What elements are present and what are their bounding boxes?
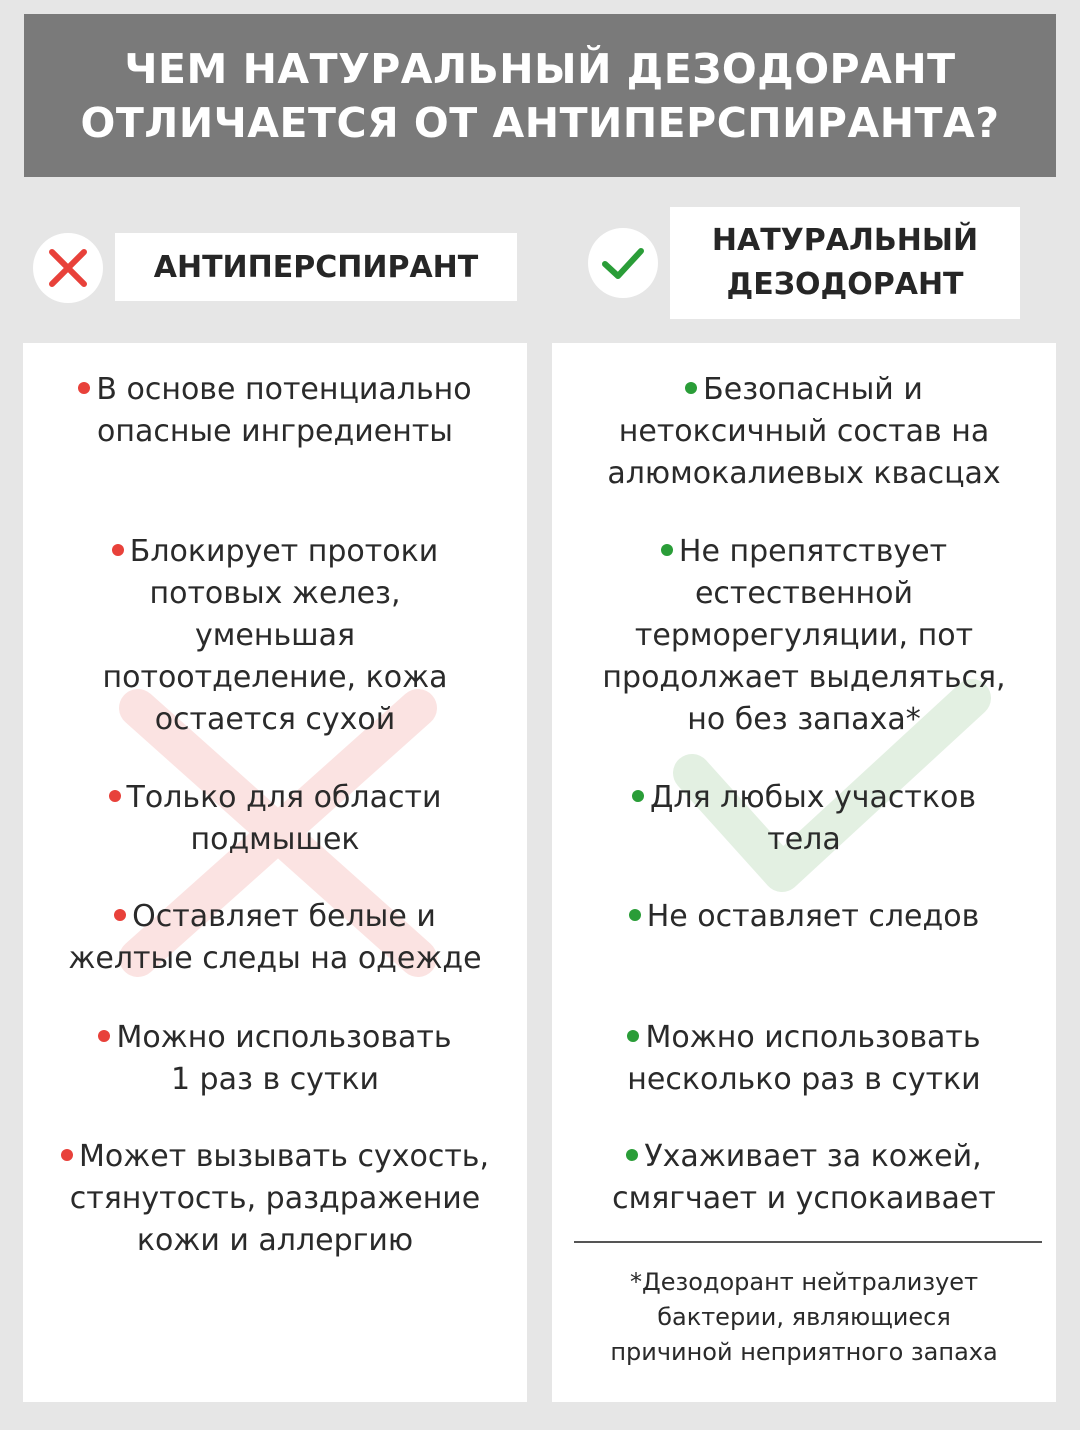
item-text: Для любых участков	[649, 780, 977, 815]
check-icon	[599, 243, 647, 283]
item-text: тела	[767, 822, 841, 857]
header-title-line-2: ОТЛИЧАЕТСЯ ОТ АНТИПЕРСПИРАНТА?	[80, 98, 1000, 147]
item-text: потоотделение, кожа	[102, 660, 448, 695]
item-text: 1 раз в сутки	[170, 1062, 380, 1097]
cross-badge	[33, 233, 103, 303]
footnote	[552, 1265, 1056, 1370]
item-text: Можно использовать	[116, 1020, 452, 1055]
item-text: стянутость, раздражение	[69, 1181, 481, 1216]
item-text: В основе потенциально	[96, 372, 472, 407]
bullet-dot	[61, 1149, 73, 1161]
bullet-dot	[98, 1030, 110, 1042]
divider	[574, 1241, 1042, 1243]
item-text: но без запаха*	[687, 702, 921, 737]
page-header	[24, 14, 1056, 177]
antiperspirant-panel	[23, 343, 527, 1402]
item-text: несколько раз в сутки	[627, 1062, 981, 1097]
list-item	[552, 369, 1056, 495]
item-text: Безопасный и	[703, 372, 923, 407]
deodorant-title-line-2: ДЕЗОДОРАНТ	[726, 267, 964, 302]
item-text: подмышек	[190, 822, 360, 857]
list-item	[552, 777, 1056, 861]
item-text: потовых желез,	[149, 576, 401, 611]
header-title-line-1: ЧЕМ НАТУРАЛЬНЫЙ ДЕЗОДОРАНТ	[124, 44, 956, 93]
list-item	[23, 777, 527, 861]
bullet-dot	[685, 382, 697, 394]
item-text: Может вызывать сухость,	[78, 1139, 490, 1174]
item-text: Можно использовать	[645, 1020, 981, 1055]
bullet-dot	[626, 1149, 638, 1161]
antiperspirant-title-text: АНТИПЕРСПИРАНТ	[153, 249, 479, 285]
item-text: Оставляет белые и	[132, 899, 436, 934]
list-item	[552, 531, 1056, 741]
list-item	[23, 1136, 527, 1262]
list-item	[552, 896, 1056, 938]
item-text: Не оставляет следов	[646, 899, 980, 934]
cross-icon	[46, 246, 90, 290]
deodorant-title-line-1: НАТУРАЛЬНЫЙ	[711, 223, 979, 258]
bullet-dot	[661, 544, 673, 556]
item-text: Только для области	[126, 780, 442, 815]
item-text: Блокирует протоки	[129, 534, 439, 569]
footnote-line: бактерии, являющиеся	[657, 1303, 951, 1331]
bullet-dot	[114, 909, 126, 921]
list-item	[552, 1017, 1056, 1101]
bullet-dot	[112, 544, 124, 556]
item-text: смягчает и успокаивает	[612, 1181, 996, 1216]
item-text: алюмокалиевых квасцах	[607, 456, 1001, 491]
item-text: кожи и аллергию	[136, 1223, 414, 1258]
bullet-dot	[109, 790, 121, 802]
check-badge	[588, 228, 658, 298]
item-text: продолжает выделяться,	[602, 660, 1006, 695]
footnote-line: причиной неприятного запаха	[610, 1338, 998, 1366]
item-text: нетоксичный состав на	[618, 414, 990, 449]
list-item	[23, 369, 527, 453]
item-text: уменьшая	[194, 618, 356, 653]
item-text: опасные ингредиенты	[97, 414, 453, 449]
item-text: естественной	[694, 576, 914, 611]
bullet-dot	[629, 909, 641, 921]
item-text: терморегуляции, пот	[634, 618, 974, 653]
list-item	[23, 1017, 527, 1101]
deodorant-title	[670, 207, 1020, 319]
bullet-dot	[78, 382, 90, 394]
footnote-line: *Дезодорант нейтрализует	[629, 1268, 979, 1296]
deodorant-panel	[552, 343, 1056, 1402]
antiperspirant-title	[115, 233, 517, 301]
bullet-dot	[632, 790, 644, 802]
bullet-dot	[627, 1030, 639, 1042]
item-text: остается сухой	[154, 702, 396, 737]
item-text: Ухаживает за кожей,	[644, 1139, 982, 1174]
list-item	[23, 531, 527, 741]
item-text: желтые следы на одежде	[68, 941, 482, 976]
list-item	[23, 896, 527, 980]
item-text: Не препятствует	[678, 534, 948, 569]
list-item	[552, 1136, 1056, 1220]
